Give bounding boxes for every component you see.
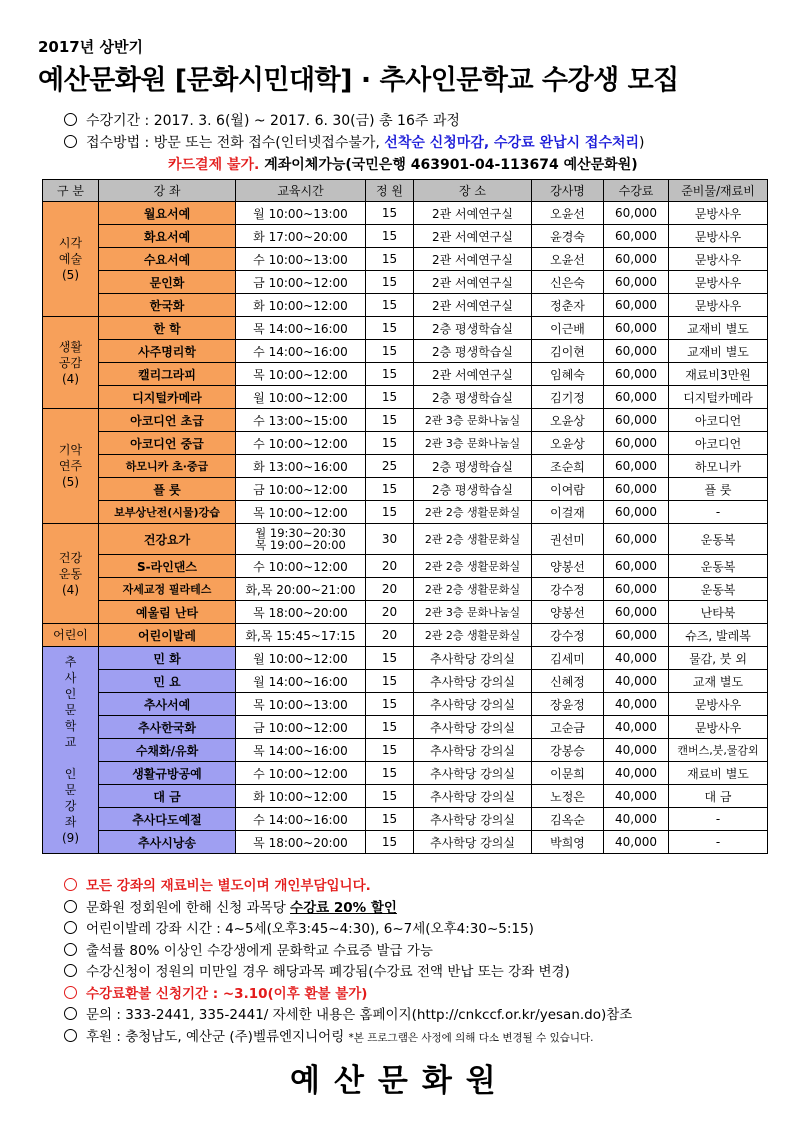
cap-cell: 30 — [366, 524, 414, 555]
table-row — [43, 432, 768, 455]
time-cell: 목 18:00~20:00 — [236, 601, 366, 624]
note-item: 문화원 정회원에 한해 신청 과목당 수강료 20% 할인 — [64, 898, 632, 920]
place-cell: 추사학당 강의실 — [414, 785, 532, 808]
cap-cell: 15 — [366, 716, 414, 739]
teacher-cell: 이문희 — [532, 762, 604, 785]
place-cell: 2층 평생학습실 — [414, 317, 532, 340]
fee-cell: 60,000 — [604, 455, 669, 478]
cap-cell: 15 — [366, 739, 414, 762]
table-row — [43, 317, 768, 340]
teacher-cell: 이여람 — [532, 478, 604, 501]
course-cell: 한국화 — [99, 294, 236, 317]
time-cell: 화 13:00~16:00 — [236, 455, 366, 478]
mat-cell: 하모니카 — [669, 455, 768, 478]
cap-cell: 15 — [366, 294, 414, 317]
notes-list — [64, 876, 632, 1048]
cap-cell: 15 — [366, 271, 414, 294]
course-cell: 추사한국화 — [99, 716, 236, 739]
cap-cell: 15 — [366, 762, 414, 785]
course-cell: 추사서예 — [99, 693, 236, 716]
category-cell: 건강 운동 (4) — [43, 524, 99, 624]
note-item: 수강료환불 신청기간 : ~3.10(이후 환불 불가) — [64, 984, 632, 1006]
mat-cell: 문방사우 — [669, 248, 768, 271]
fee-cell: 60,000 — [604, 432, 669, 455]
fee-cell: 60,000 — [604, 501, 669, 524]
note-item: 출석률 80% 이상인 수강생에게 문화학교 수료증 발급 가능 — [64, 941, 632, 963]
place-cell: 2관 2층 생활문화실 — [414, 524, 532, 555]
table-row — [43, 501, 768, 524]
time-cell: 수 14:00~16:00 — [236, 340, 366, 363]
time-cell: 수 10:00~12:00 — [236, 432, 366, 455]
table-row — [43, 340, 768, 363]
table-row — [43, 363, 768, 386]
teacher-cell: 정춘자 — [532, 294, 604, 317]
footer-org-name: 예산문화원 — [290, 1063, 510, 1099]
teacher-cell: 양봉선 — [532, 555, 604, 578]
course-table — [42, 179, 768, 854]
teacher-cell: 윤경숙 — [532, 225, 604, 248]
time-cell: 금 10:00~12:00 — [236, 478, 366, 501]
table-row — [43, 785, 768, 808]
note-item: 모든 강좌의 재료비는 별도이며 개인부담입니다. — [64, 876, 632, 898]
note-item: 어린이발레 강좌 시간 : 4~5세(오후3:45~4:30), 6~7세(오후4:30~5:15) — [64, 919, 632, 941]
place-cell: 추사학당 강의실 — [414, 693, 532, 716]
teacher-cell: 오윤선 — [532, 248, 604, 271]
category-cell: 어린이 — [43, 624, 99, 647]
course-cell: 사주명리학 — [99, 340, 236, 363]
time-cell: 수 14:00~16:00 — [236, 808, 366, 831]
mat-cell: 문방사우 — [669, 294, 768, 317]
table-row — [43, 624, 768, 647]
time-cell: 금 10:00~12:00 — [236, 716, 366, 739]
category-cell: 생활 공감 (4) — [43, 317, 99, 409]
column-header: 장 소 — [414, 180, 532, 202]
cap-cell: 15 — [366, 432, 414, 455]
teacher-cell: 고순금 — [532, 716, 604, 739]
table-row — [43, 831, 768, 854]
place-cell: 추사학당 강의실 — [414, 739, 532, 762]
mat-cell: 물감, 붓 외 — [669, 647, 768, 670]
table-body — [43, 202, 768, 854]
cap-cell: 15 — [366, 693, 414, 716]
time-cell: 월 19:30~20:30 목 19:00~20:00 — [236, 524, 366, 555]
cap-cell: 15 — [366, 478, 414, 501]
fee-cell: 60,000 — [604, 271, 669, 294]
time-cell: 목 10:00~12:00 — [236, 363, 366, 386]
table-row — [43, 524, 768, 555]
fee-cell: 40,000 — [604, 808, 669, 831]
fee-cell: 60,000 — [604, 409, 669, 432]
teacher-cell: 장윤정 — [532, 693, 604, 716]
cap-cell: 15 — [366, 248, 414, 271]
teacher-cell: 강수정 — [532, 624, 604, 647]
circle-bullet-icon — [64, 964, 77, 977]
info-method: 접수방법 : 방문 또는 전화 접수(인터넷접수불가, 선착순 신청마감, 수강료 완납시 접수처리) — [64, 132, 645, 152]
place-cell: 추사학당 강의실 — [414, 831, 532, 854]
note-item: 수강신청이 정원의 미만일 경우 해당과목 폐강됨(수강료 전액 반납 또는 강좌 변경) — [64, 962, 632, 984]
teacher-cell: 오윤상 — [532, 432, 604, 455]
course-cell: 민 요 — [99, 670, 236, 693]
fee-cell: 60,000 — [604, 225, 669, 248]
cap-cell: 15 — [366, 317, 414, 340]
teacher-cell: 김이현 — [532, 340, 604, 363]
course-cell: 수요서예 — [99, 248, 236, 271]
table-row — [43, 225, 768, 248]
time-cell: 목 10:00~12:00 — [236, 501, 366, 524]
teacher-cell: 김세미 — [532, 647, 604, 670]
place-cell: 2관 3층 문화나눔실 — [414, 409, 532, 432]
category-cell: 기악 연주 (5) — [43, 409, 99, 524]
info-payment — [168, 154, 638, 174]
course-cell: 화요서예 — [99, 225, 236, 248]
course-cell: 어린이발레 — [99, 624, 236, 647]
fee-cell: 40,000 — [604, 762, 669, 785]
fee-cell: 60,000 — [604, 202, 669, 225]
mat-cell: 교재비 별도 — [669, 340, 768, 363]
table-row — [43, 693, 768, 716]
place-cell: 2관 2층 생활문화실 — [414, 555, 532, 578]
cap-cell: 15 — [366, 363, 414, 386]
column-header: 강사명 — [532, 180, 604, 202]
mat-cell: - — [669, 831, 768, 854]
time-cell: 수 10:00~13:00 — [236, 248, 366, 271]
fee-cell: 60,000 — [604, 624, 669, 647]
teacher-cell: 오윤선 — [532, 202, 604, 225]
fee-cell: 40,000 — [604, 693, 669, 716]
cap-cell: 20 — [366, 555, 414, 578]
table-row — [43, 647, 768, 670]
time-cell: 목 10:00~13:00 — [236, 693, 366, 716]
mat-cell: 난타북 — [669, 601, 768, 624]
time-cell: 목 18:00~20:00 — [236, 831, 366, 854]
table-row — [43, 248, 768, 271]
time-cell: 화 10:00~12:00 — [236, 785, 366, 808]
place-cell: 2관 2층 생활문화실 — [414, 624, 532, 647]
mat-cell: 재료비 별도 — [669, 762, 768, 785]
page-subtitle: 2017년 상반기 — [38, 38, 143, 56]
place-cell: 2관 3층 문화나눔실 — [414, 601, 532, 624]
place-cell: 추사학당 강의실 — [414, 808, 532, 831]
cap-cell: 20 — [366, 578, 414, 601]
teacher-cell: 노정은 — [532, 785, 604, 808]
teacher-cell: 이근배 — [532, 317, 604, 340]
course-cell: 아코디언 중급 — [99, 432, 236, 455]
fee-cell: 40,000 — [604, 831, 669, 854]
time-cell: 수 13:00~15:00 — [236, 409, 366, 432]
mat-cell: 플 룻 — [669, 478, 768, 501]
teacher-cell: 강봉승 — [532, 739, 604, 762]
table-row — [43, 409, 768, 432]
column-header: 준비물/재료비 — [669, 180, 768, 202]
course-cell: 민 화 — [99, 647, 236, 670]
place-cell: 2관 서예연구실 — [414, 271, 532, 294]
place-cell: 2관 3층 문화나눔실 — [414, 432, 532, 455]
cap-cell: 15 — [366, 808, 414, 831]
column-header: 수강료 — [604, 180, 669, 202]
mat-cell: 문방사우 — [669, 225, 768, 248]
cap-cell: 15 — [366, 202, 414, 225]
teacher-cell: 조순희 — [532, 455, 604, 478]
course-cell: 한 학 — [99, 317, 236, 340]
mat-cell: 재료비3만원 — [669, 363, 768, 386]
table-row — [43, 386, 768, 409]
course-cell: 대 금 — [99, 785, 236, 808]
fee-cell: 40,000 — [604, 716, 669, 739]
cap-cell: 20 — [366, 601, 414, 624]
teacher-cell: 임혜숙 — [532, 363, 604, 386]
fee-cell: 40,000 — [604, 785, 669, 808]
cap-cell: 15 — [366, 831, 414, 854]
table-row — [43, 808, 768, 831]
circle-bullet-icon — [64, 135, 77, 148]
teacher-cell: 신혜정 — [532, 670, 604, 693]
note-item: 문의 : 333-2441, 335-2441/ 자세한 내용은 홈페이지(http://cnkccf.or.kr/yesan.do)참조 — [64, 1005, 632, 1027]
fee-cell: 60,000 — [604, 294, 669, 317]
time-cell: 목 14:00~16:00 — [236, 739, 366, 762]
table-row — [43, 202, 768, 225]
fee-cell: 60,000 — [604, 363, 669, 386]
teacher-cell: 신은숙 — [532, 271, 604, 294]
course-cell: 건강요가 — [99, 524, 236, 555]
mat-cell: - — [669, 501, 768, 524]
fee-cell: 60,000 — [604, 386, 669, 409]
fee-cell: 40,000 — [604, 647, 669, 670]
cap-cell: 15 — [366, 340, 414, 363]
course-cell: 아코디언 초급 — [99, 409, 236, 432]
course-cell: 디지털카메라 — [99, 386, 236, 409]
table-row — [43, 739, 768, 762]
course-cell: 추사시낭송 — [99, 831, 236, 854]
place-cell: 2관 서예연구실 — [414, 294, 532, 317]
time-cell: 금 10:00~12:00 — [236, 271, 366, 294]
teacher-cell: 김옥순 — [532, 808, 604, 831]
course-cell: 월요서예 — [99, 202, 236, 225]
circle-bullet-icon — [64, 113, 77, 126]
method-highlight: 선착순 신청마감, 수강료 완납시 접수처리 — [384, 135, 640, 151]
time-cell: 화 10:00~12:00 — [236, 294, 366, 317]
time-cell: 월 10:00~12:00 — [236, 647, 366, 670]
course-cell: 플 룻 — [99, 478, 236, 501]
place-cell: 추사학당 강의실 — [414, 647, 532, 670]
course-cell: 생활규방공예 — [99, 762, 236, 785]
cap-cell: 15 — [366, 225, 414, 248]
mat-cell: 문방사우 — [669, 202, 768, 225]
teacher-cell: 박희영 — [532, 831, 604, 854]
place-cell: 2층 평생학습실 — [414, 455, 532, 478]
table-row — [43, 271, 768, 294]
table-row — [43, 716, 768, 739]
mat-cell: 문방사우 — [669, 693, 768, 716]
place-cell: 2관 서예연구실 — [414, 363, 532, 386]
mat-cell: 운동복 — [669, 555, 768, 578]
course-cell: 보부상난전(시물)강습 — [99, 501, 236, 524]
circle-bullet-icon — [64, 1007, 77, 1020]
table-row — [43, 294, 768, 317]
column-header: 구 분 — [43, 180, 99, 202]
teacher-cell: 이걸재 — [532, 501, 604, 524]
account-info: 계좌이체가능(국민은행 463901-04-113674 예산문화원) — [259, 157, 638, 173]
table-row — [43, 478, 768, 501]
time-cell: 화,목 15:45~17:15 — [236, 624, 366, 647]
cap-cell: 15 — [366, 386, 414, 409]
teacher-cell: 김기정 — [532, 386, 604, 409]
table-row — [43, 555, 768, 578]
table-row — [43, 670, 768, 693]
mat-cell: 교재 별도 — [669, 670, 768, 693]
teacher-cell: 권선미 — [532, 524, 604, 555]
mat-cell: 슈즈, 발레복 — [669, 624, 768, 647]
time-cell: 수 10:00~12:00 — [236, 762, 366, 785]
table-header-row — [43, 180, 768, 202]
fee-cell: 40,000 — [604, 739, 669, 762]
cap-cell: 15 — [366, 647, 414, 670]
course-cell: 자세교정 필라테스 — [99, 578, 236, 601]
time-cell: 월 10:00~12:00 — [236, 386, 366, 409]
fee-cell: 60,000 — [604, 524, 669, 555]
table-row — [43, 762, 768, 785]
table-row — [43, 601, 768, 624]
category-cell: 시각 예술 (5) — [43, 202, 99, 317]
course-cell: S-라인댄스 — [99, 555, 236, 578]
fee-cell: 60,000 — [604, 555, 669, 578]
place-cell: 추사학당 강의실 — [414, 670, 532, 693]
cap-cell: 15 — [366, 501, 414, 524]
place-cell: 추사학당 강의실 — [414, 716, 532, 739]
course-cell: 예울림 난타 — [99, 601, 236, 624]
fee-cell: 60,000 — [604, 340, 669, 363]
place-cell: 2관 서예연구실 — [414, 202, 532, 225]
column-header: 강 좌 — [99, 180, 236, 202]
fee-cell: 60,000 — [604, 601, 669, 624]
mat-cell: 캔버스,붓,물감외 — [669, 739, 768, 762]
time-cell: 수 10:00~12:00 — [236, 555, 366, 578]
mat-cell: - — [669, 808, 768, 831]
note-item: 후원 : 충청남도, 예산군 (주)벨류엔지니어링 *본 프로그램은 사정에 의해 다소 변경될 수 있습니다. — [64, 1027, 632, 1049]
place-cell: 2관 서예연구실 — [414, 225, 532, 248]
mat-cell: 운동복 — [669, 524, 768, 555]
mat-cell: 운동복 — [669, 578, 768, 601]
time-cell: 목 14:00~16:00 — [236, 317, 366, 340]
mat-cell: 문방사우 — [669, 271, 768, 294]
time-cell: 화,목 20:00~21:00 — [236, 578, 366, 601]
fee-cell: 60,000 — [604, 478, 669, 501]
place-cell: 2관 서예연구실 — [414, 248, 532, 271]
category-cell: 추 사 인 문 학 교 인 문 강 좌 (9) — [43, 647, 99, 854]
circle-bullet-icon — [64, 986, 77, 999]
mat-cell: 아코디언 — [669, 432, 768, 455]
circle-bullet-icon — [64, 1029, 77, 1042]
fee-cell: 60,000 — [604, 578, 669, 601]
mat-cell: 아코디언 — [669, 409, 768, 432]
course-cell: 캘리그라피 — [99, 363, 236, 386]
column-header: 교육시간 — [236, 180, 366, 202]
mat-cell: 문방사우 — [669, 716, 768, 739]
teacher-cell: 오윤상 — [532, 409, 604, 432]
cap-cell: 25 — [366, 455, 414, 478]
place-cell: 2관 2층 생활문화실 — [414, 501, 532, 524]
table-row — [43, 578, 768, 601]
cap-cell: 20 — [366, 624, 414, 647]
course-cell: 하모니카 초·중급 — [99, 455, 236, 478]
mat-cell: 교재비 별도 — [669, 317, 768, 340]
place-cell: 2층 평생학습실 — [414, 340, 532, 363]
cap-cell: 15 — [366, 670, 414, 693]
mat-cell: 대 금 — [669, 785, 768, 808]
fee-cell: 40,000 — [604, 670, 669, 693]
time-cell: 월 14:00~16:00 — [236, 670, 366, 693]
circle-bullet-icon — [64, 921, 77, 934]
column-header: 정 원 — [366, 180, 414, 202]
place-cell: 2층 평생학습실 — [414, 386, 532, 409]
fee-cell: 60,000 — [604, 248, 669, 271]
time-cell: 화 17:00~20:00 — [236, 225, 366, 248]
place-cell: 추사학당 강의실 — [414, 762, 532, 785]
fee-cell: 60,000 — [604, 317, 669, 340]
cap-cell: 15 — [366, 409, 414, 432]
page-title: 예산문화원 [문화시민대학] · 추사인문학교 수강생 모집 — [38, 65, 679, 96]
circle-bullet-icon — [64, 878, 77, 891]
info-period: 수강기간 : 2017. 3. 6(월) ~ 2017. 6. 30(금) 총 16주 과정 — [64, 110, 460, 130]
course-cell: 추사다도예절 — [99, 808, 236, 831]
circle-bullet-icon — [64, 900, 77, 913]
teacher-cell: 양봉선 — [532, 601, 604, 624]
place-cell: 2관 2층 생활문화실 — [414, 578, 532, 601]
mat-cell: 디지털카메라 — [669, 386, 768, 409]
course-cell: 문인화 — [99, 271, 236, 294]
teacher-cell: 강수정 — [532, 578, 604, 601]
course-cell: 수채화/유화 — [99, 739, 236, 762]
cap-cell: 15 — [366, 785, 414, 808]
place-cell: 2층 평생학습실 — [414, 478, 532, 501]
circle-bullet-icon — [64, 943, 77, 956]
time-cell: 월 10:00~13:00 — [236, 202, 366, 225]
table-row — [43, 455, 768, 478]
card-notice: 카드결제 불가. — [168, 157, 260, 173]
